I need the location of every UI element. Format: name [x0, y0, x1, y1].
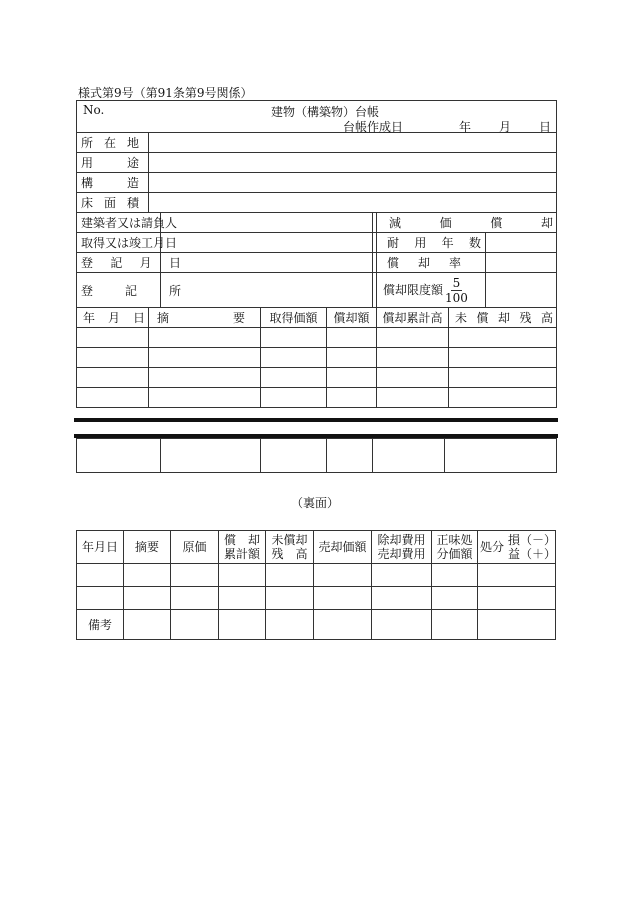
registered-date-field[interactable] — [161, 253, 373, 273]
col-depreciation-header: 償却額 — [327, 308, 377, 328]
registry-office-label: 登 記 所 — [77, 273, 161, 308]
table-row — [77, 388, 557, 408]
ledger-front-continuation — [76, 438, 557, 473]
ledger-front-table — [76, 100, 557, 408]
back-col-summary: 摘要 — [124, 531, 171, 564]
back-col-date: 年月日 — [77, 531, 124, 564]
date-fields — [459, 118, 551, 135]
day-label: 日 — [539, 120, 552, 134]
location-field[interactable] — [149, 133, 557, 153]
fraction: $\frac{5}{100}$ — [445, 275, 468, 305]
registry-office-field[interactable] — [161, 273, 373, 308]
table-row — [77, 564, 556, 587]
useful-life-field[interactable] — [486, 233, 557, 253]
depreciation-limit-label: 償却限度額 $\frac{5}{100}$ — [377, 273, 486, 308]
col-summary-header: 摘 要 — [149, 308, 261, 328]
col-date-header: 年 月 日 — [77, 308, 149, 328]
back-col-cost: 原価 — [171, 531, 219, 564]
table-row — [77, 348, 557, 368]
break-line-top — [74, 418, 558, 422]
ledger-header — [77, 101, 557, 133]
table-row — [77, 587, 556, 610]
page-title: 建物（構築物）台帳 — [271, 105, 380, 119]
structure-label: 構 造 — [77, 173, 149, 193]
depreciation-heading: 減 価 償 却 — [377, 213, 557, 233]
table-row — [77, 439, 557, 473]
depreciation-rate-field[interactable] — [486, 253, 557, 273]
usage-label: 用 途 — [77, 153, 149, 173]
table-row — [77, 368, 557, 388]
depreciation-limit-field[interactable] — [486, 273, 557, 308]
col-remaining-header: 未 償 却 残 高 — [449, 308, 557, 328]
back-col-net: 正味処 分価額 — [432, 531, 478, 564]
back-col-removal: 除却費用 売却費用 — [372, 531, 432, 564]
back-col-sale: 売却価額 — [314, 531, 372, 564]
remarks-row — [77, 610, 556, 640]
col-accumulated-header: 償却累計高 — [377, 308, 449, 328]
remarks-label: 備考 — [77, 610, 124, 640]
floor-area-field[interactable] — [149, 193, 557, 213]
acquired-date-field[interactable] — [161, 233, 373, 253]
table-row — [77, 328, 557, 348]
year-label: 年 — [459, 120, 472, 134]
structure-field[interactable] — [149, 173, 557, 193]
floor-area-label: 床 面 積 — [77, 193, 149, 213]
registered-date-label: 登 記 月 日 — [77, 253, 161, 273]
date-created-label: 台帳作成日 — [343, 120, 404, 134]
number-label: No. — [83, 103, 105, 117]
form-caption: 様式第9号（第91条第9号関係） — [78, 86, 253, 100]
builder-label: 建築者又は請負人 — [77, 213, 161, 233]
back-col-accumulated: 償 却 累計額 — [219, 531, 266, 564]
ledger-back-table — [76, 530, 556, 640]
reverse-side-label: （裏面） — [290, 496, 339, 510]
useful-life-label: 耐 用 年 数 — [377, 233, 486, 253]
month-label: 月 — [499, 120, 512, 134]
back-col-remaining: 未償却 残 高 — [266, 531, 314, 564]
depreciation-rate-label: 償 却 率 — [377, 253, 486, 273]
usage-field[interactable] — [149, 153, 557, 173]
location-label: 所 在 地 — [77, 133, 149, 153]
builder-field[interactable] — [161, 213, 373, 233]
acquired-date-label: 取得又は竣工月日 — [77, 233, 161, 253]
col-acquisition-header: 取得価額 — [261, 308, 327, 328]
back-col-disposal: 処分 損（－） 益（＋） — [478, 531, 556, 564]
